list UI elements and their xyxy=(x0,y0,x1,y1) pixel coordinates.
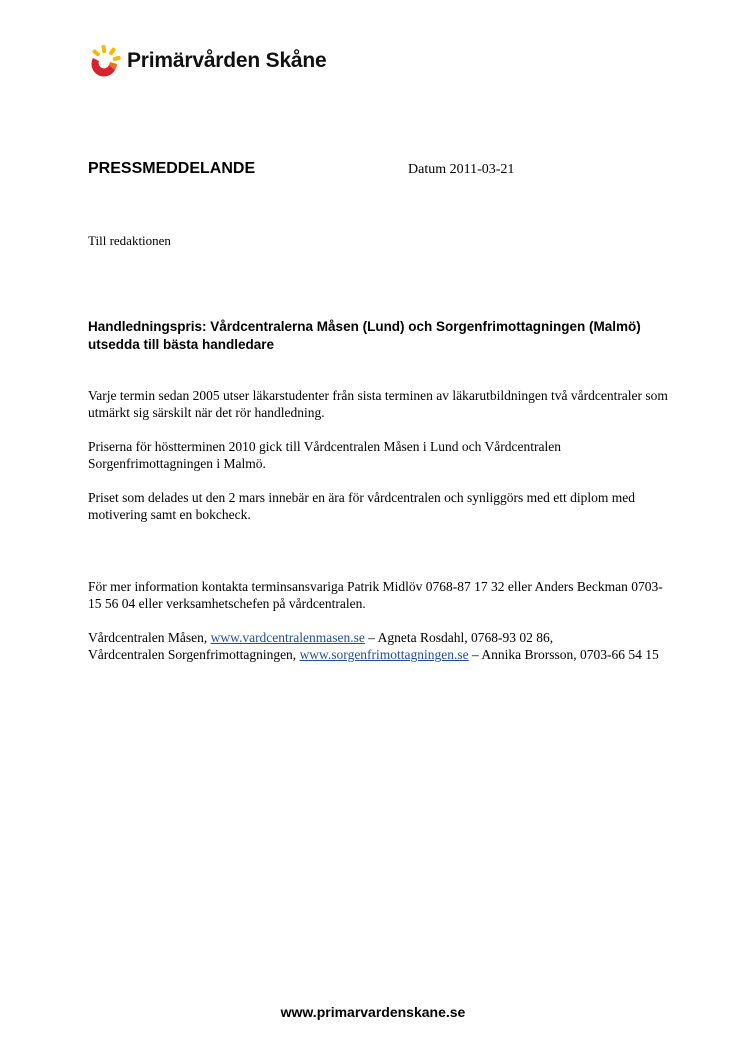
paragraph-1: Varje termin sedan 2005 utser läkarstudenter från sista terminen av läkarutbildningen två vårdcentraler som utmärkt sig särskilt när det rör handledning. xyxy=(88,388,668,420)
contact-sorgenfri-suffix: – Annika Brorsson, 0703-66 54 15 xyxy=(468,647,659,662)
contact-sorgenfri-prefix: Vårdcentralen Sorgenfrimottagningen, xyxy=(88,647,300,662)
paragraph-3: Priset som delades ut den 2 mars innebär en ära för vårdcentralen och synliggörs med ett diplom med motivering samt en bokcheck. xyxy=(88,490,635,522)
contacts-block xyxy=(88,629,668,663)
paragraph-2: Priserna för höstterminen 2010 gick till Vårdcentralen Måsen i Lund och Vårdcentralen Sorgenfrimottagningen i Malmö. xyxy=(88,439,561,471)
contact-info-paragraph: För mer information kontakta terminsansvariga Patrik Midlöv 0768-87 17 32 eller Anders Beckman 0703-15 56 04 eller verksamhetschefen på vårdcentralen. xyxy=(88,579,663,611)
document-heading: PRESSMEDDELANDE xyxy=(88,160,256,177)
logo-text: Primärvården Skåne xyxy=(127,49,327,72)
contact-line-masen xyxy=(88,629,668,646)
primarvarden-sun-icon xyxy=(88,44,122,78)
contact-masen-suffix: – Agneta Rosdahl, 0768-93 02 86, xyxy=(364,630,554,645)
recipient-line: Till redaktionen xyxy=(88,233,171,248)
logo xyxy=(88,44,327,78)
masen-website-link[interactable]: www.vardcentralenmasen.se xyxy=(210,630,365,645)
footer-website: www.primarvardenskane.se xyxy=(280,1004,466,1020)
document-date: Datum 2011-03-21 xyxy=(408,162,515,177)
contact-masen-prefix: Vårdcentralen Måsen, xyxy=(88,630,211,645)
contact-line-sorgenfri xyxy=(88,646,668,663)
sorgenfri-website-link[interactable]: www.sorgenfrimottagningen.se xyxy=(299,647,469,662)
press-release-title: Handledningspris: Vårdcentralerna Måsen (Lund) och Sorgenfrimottagningen (Malmö) utsedda till bästa handledare xyxy=(88,319,641,352)
